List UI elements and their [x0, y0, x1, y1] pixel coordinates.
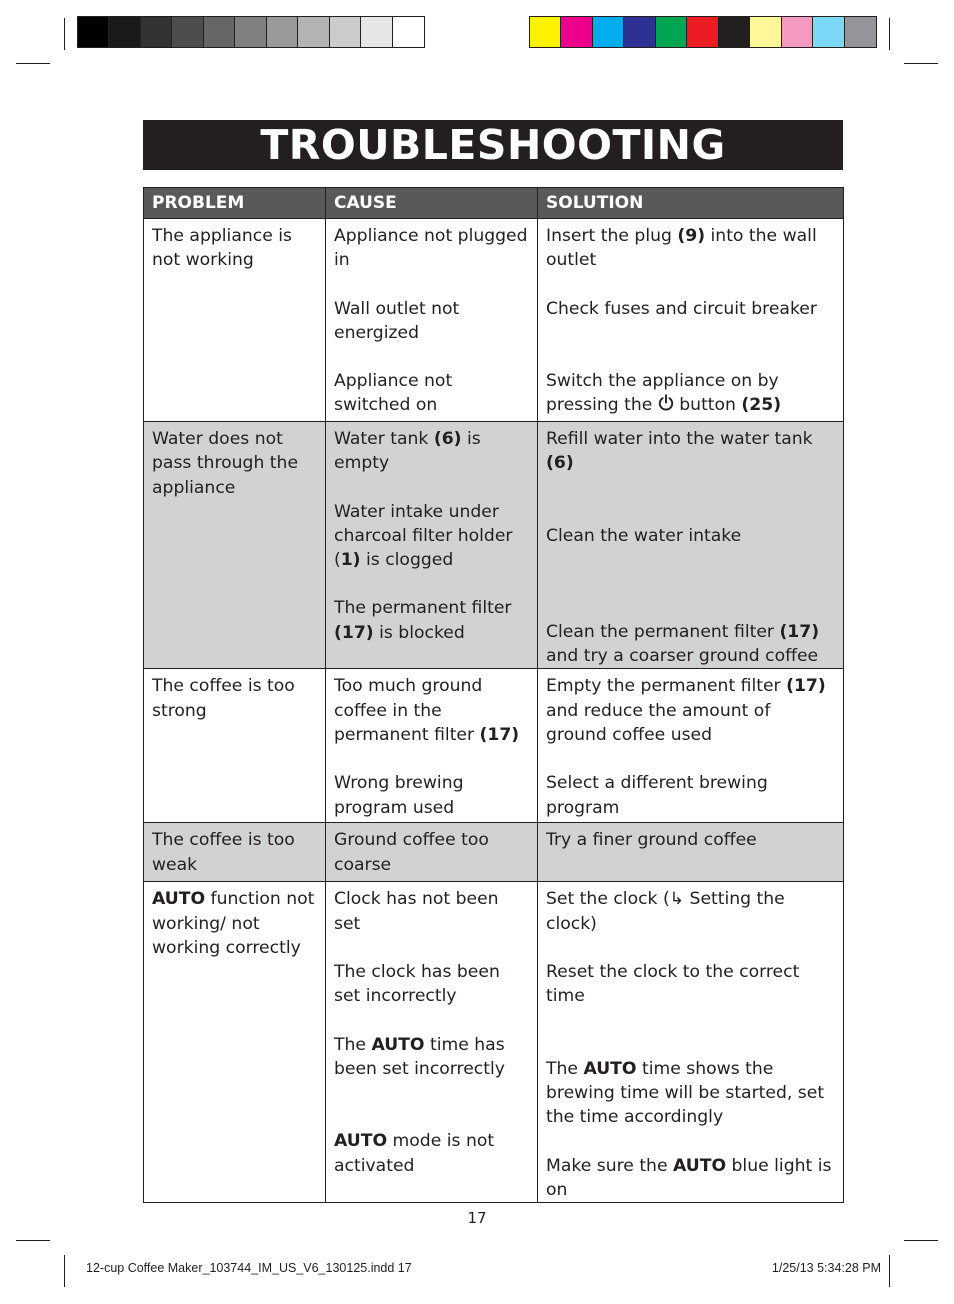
- footer-date-slug: 1/25/13 5:34:28 PM: [771, 1261, 881, 1275]
- spacer: [546, 321, 835, 369]
- spacer: [334, 572, 529, 596]
- cause-item: Water intake under charcoal filter holder (1) is clogged: [334, 501, 513, 571]
- color-swatch: [141, 17, 172, 47]
- table-row: [144, 422, 844, 669]
- color-swatch: [109, 17, 140, 47]
- color-swatch: [719, 17, 750, 47]
- header-problem: PROBLEM: [144, 188, 326, 219]
- spacer: [334, 936, 529, 960]
- spacer: [334, 1009, 529, 1033]
- color-swatch: [298, 17, 329, 47]
- cause-cell: [326, 882, 538, 1203]
- color-swatch: [530, 17, 561, 47]
- cause-item: Too much ground coffee in the permanent filter (17): [334, 676, 520, 746]
- cause-item: The AUTO time has been set incorrectly: [334, 1034, 505, 1079]
- solution-cell: [538, 882, 844, 1203]
- table-header-row: [144, 188, 844, 219]
- crop-mark: [64, 18, 65, 50]
- solution-item: Clean the water intake: [546, 525, 742, 546]
- cause-cell: [326, 823, 538, 882]
- troubleshooting-table: [143, 187, 844, 1203]
- header-solution: SOLUTION: [538, 188, 844, 219]
- problem-text: Water does not pass through the appliance: [152, 429, 299, 498]
- color-swatch: [561, 17, 592, 47]
- problem-text: The coffee is too weak: [152, 830, 295, 875]
- footer-file-slug: 12-cup Coffee Maker_103744_IM_US_V6_130125.indd 17: [86, 1261, 412, 1275]
- cause-cell: [326, 669, 538, 823]
- color-swatch: [624, 17, 655, 47]
- solution-item: Select a different brewing program: [546, 773, 768, 818]
- spacer: [546, 1009, 835, 1057]
- solution-item: Refill water into the water tank (6): [546, 429, 813, 474]
- solution-cell: [538, 823, 844, 882]
- solution-item: Switch the appliance on by pressing the button (25): [546, 370, 782, 416]
- crop-mark: [904, 63, 938, 64]
- color-swatch: [845, 17, 876, 47]
- table-row: [144, 219, 844, 422]
- cause-item: Appliance not plugged in: [334, 226, 528, 271]
- cause-item: Water tank (6) is empty: [334, 429, 481, 474]
- problem-text: The coffee is too strong: [152, 676, 295, 721]
- color-swatch: [782, 17, 813, 47]
- color-calibration-bar: [529, 16, 877, 48]
- color-swatch: [687, 17, 718, 47]
- cause-item: Wrong brewing program used: [334, 773, 464, 818]
- crop-mark: [64, 1255, 65, 1287]
- problem-cell: [144, 882, 326, 1203]
- table-row: [144, 669, 844, 823]
- problem-text: The appliance is not working: [152, 226, 292, 271]
- power-icon: [658, 394, 674, 412]
- table-row: [144, 882, 844, 1203]
- color-swatch: [172, 17, 203, 47]
- spacer: [546, 936, 835, 960]
- solution-item: Check fuses and circuit breaker: [546, 298, 817, 319]
- crop-mark: [904, 1240, 938, 1241]
- problem-cell: [144, 823, 326, 882]
- crop-mark: [16, 63, 50, 64]
- cause-item: Wall outlet not energized: [334, 298, 460, 343]
- crop-mark: [16, 1240, 50, 1241]
- color-swatch: [593, 17, 624, 47]
- solution-item: Clean the permanent filter (17) and try a coarser ground coffee: [546, 621, 820, 667]
- color-swatch: [204, 17, 235, 47]
- cause-item: Ground coffee too coarse: [334, 830, 489, 875]
- spacer: [334, 476, 529, 500]
- color-swatch: [361, 17, 392, 47]
- problem-cell: [144, 669, 326, 823]
- color-swatch: [393, 17, 424, 47]
- table-row: [144, 823, 844, 882]
- solution-item: Empty the permanent filter (17) and reduce the amount of ground coffee used: [546, 676, 826, 746]
- page-number: 17: [467, 1209, 487, 1227]
- cause-cell: [326, 219, 538, 422]
- spacer: [546, 548, 835, 620]
- color-swatch: [267, 17, 298, 47]
- grayscale-calibration-bar: [77, 16, 425, 48]
- cause-item: Appliance not switched on: [334, 371, 453, 416]
- solution-item: Try a finer ground coffee: [546, 830, 757, 851]
- spacer: [546, 1130, 835, 1154]
- problem-cell: [144, 219, 326, 422]
- color-swatch: [78, 17, 109, 47]
- color-swatch: [656, 17, 687, 47]
- spacer: [546, 273, 835, 297]
- color-swatch: [235, 17, 266, 47]
- solution-item: Make sure the AUTO blue light is on: [546, 1155, 832, 1200]
- solution-cell: [538, 422, 844, 669]
- problem-cell: [144, 422, 326, 669]
- solution-item: The AUTO time shows the brewing time will be started, set the time accordingly: [546, 1058, 825, 1128]
- color-swatch: [750, 17, 781, 47]
- solution-cell: [538, 669, 844, 823]
- cause-cell: [326, 422, 538, 669]
- solution-item: Reset the clock to the correct time: [546, 962, 800, 1007]
- spacer: [334, 345, 529, 369]
- cause-item: Clock has not been set: [334, 889, 499, 934]
- crop-mark: [889, 18, 890, 50]
- header-cause: CAUSE: [326, 188, 538, 219]
- color-swatch: [330, 17, 361, 47]
- spacer: [546, 747, 835, 771]
- cause-item: AUTO mode is not activated: [334, 1131, 495, 1176]
- page-title: TROUBLESHOOTING: [260, 121, 726, 169]
- problem-text: AUTO function not working/ not working correctly: [152, 889, 315, 959]
- solution-item: Set the clock (↳ Setting the clock): [546, 889, 785, 934]
- color-swatch: [813, 17, 844, 47]
- spacer: [334, 1081, 529, 1129]
- solution-item: Insert the plug (9) into the wall outlet: [546, 226, 817, 271]
- cause-item: The clock has been set incorrectly: [334, 962, 500, 1007]
- solution-cell: [538, 219, 844, 422]
- spacer: [334, 747, 529, 771]
- cause-item: The permanent filter (17) is blocked: [334, 598, 512, 643]
- crop-mark: [889, 1255, 890, 1287]
- spacer: [334, 273, 529, 297]
- spacer: [546, 476, 835, 524]
- title-banner: [143, 120, 843, 170]
